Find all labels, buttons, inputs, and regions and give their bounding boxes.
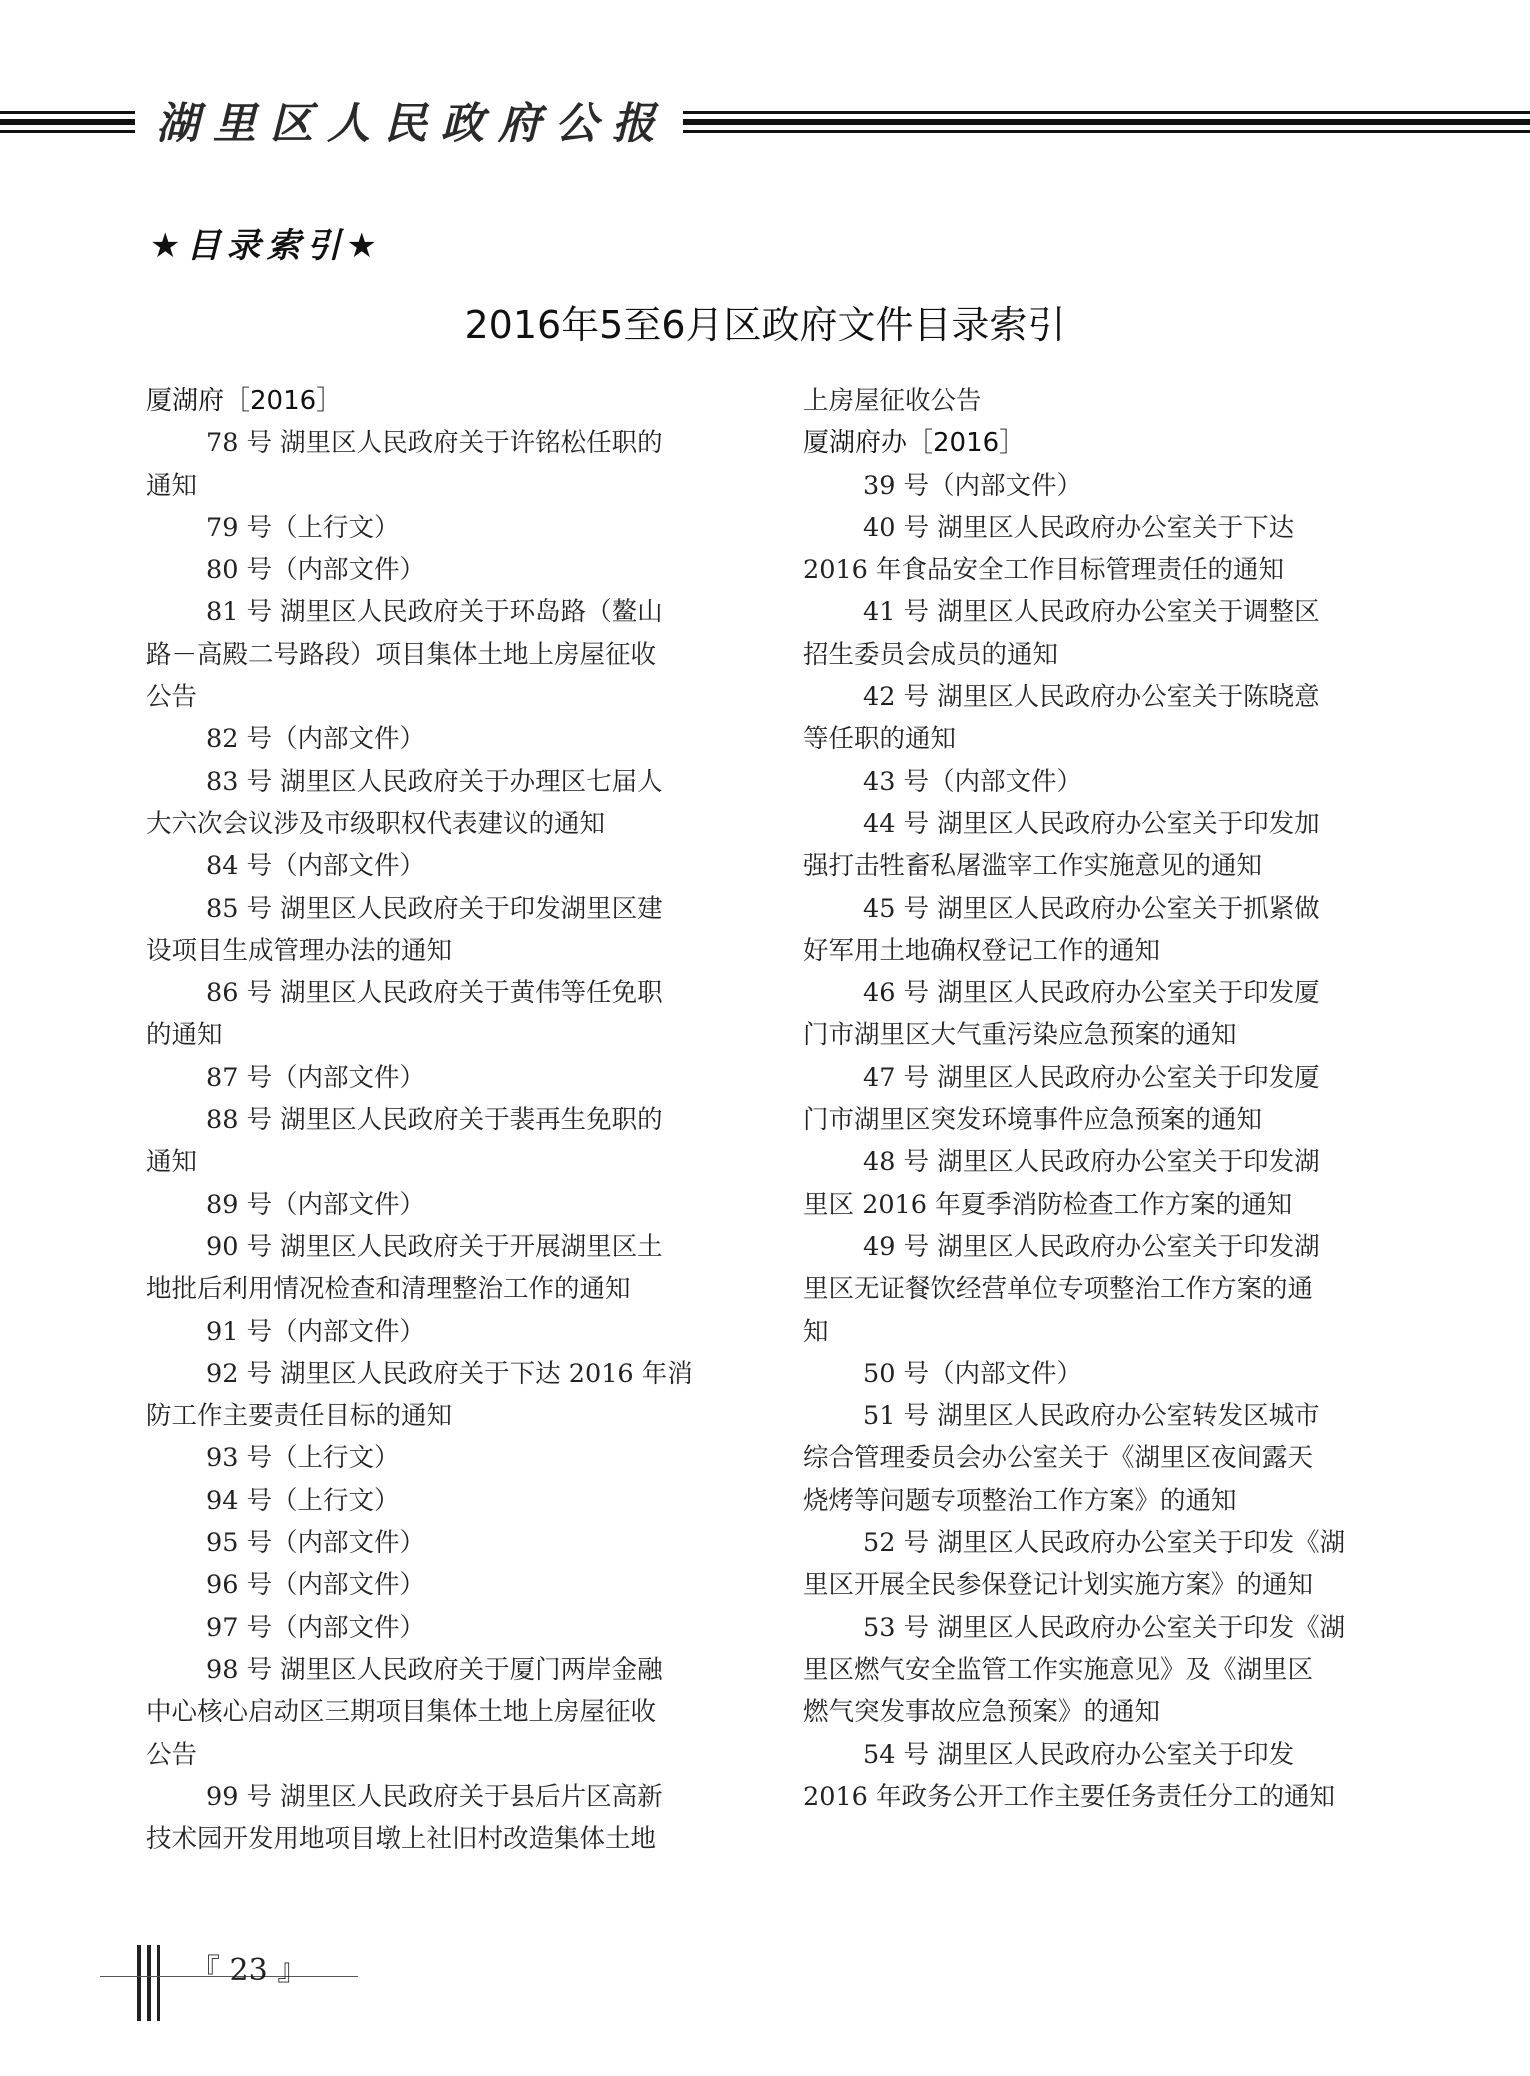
- document-entry: [146, 761, 731, 846]
- document-entry: [146, 422, 731, 507]
- header-rule-left-bottom: [0, 130, 135, 133]
- right-column: [803, 380, 1388, 1818]
- document-entry: [146, 507, 731, 549]
- left-column: [146, 380, 731, 1860]
- document-entry: [146, 972, 731, 1057]
- section-label: ★目录索引★: [150, 226, 383, 266]
- entry-line-first: 47 号 湖里区人民政府办公室关于印发厦: [863, 1062, 1320, 1093]
- document-entry: [146, 1522, 731, 1564]
- document-entry: [146, 1649, 731, 1776]
- entry-line-first: 53 号 湖里区人民政府办公室关于印发《湖: [863, 1612, 1346, 1643]
- document-entry: [146, 1184, 731, 1226]
- entry-line: 大六次会议涉及市级职权代表建议的通知: [146, 808, 606, 839]
- document-entry: [146, 1564, 731, 1606]
- document-entry: [146, 718, 731, 760]
- entry-line: 中心核心启动区三期项目集体土地上房屋征收: [146, 1697, 657, 1728]
- entry-line-first: 95 号（内部文件）: [206, 1528, 426, 1559]
- document-entry: [803, 591, 1388, 676]
- header-rule-right-top: [575, 111, 1530, 114]
- document-entry: [803, 1607, 1388, 1734]
- document-entry: [803, 761, 1388, 803]
- entry-line: 公告: [146, 1739, 198, 1770]
- entry-line: 门市湖里区突发环境事件应急预案的通知: [803, 1105, 1263, 1136]
- header-rule-right-mid: [575, 119, 1530, 125]
- entry-line-first: 92 号 湖里区人民政府关于下达 2016 年消: [206, 1358, 693, 1389]
- page-number: 『 23 』: [190, 1953, 308, 1988]
- entry-line: 2016 年食品安全工作目标管理责任的通知: [803, 555, 1285, 586]
- document-entry: [146, 1226, 731, 1311]
- document-entry: [803, 1522, 1388, 1607]
- entry-line: 路－高殿二号路段）项目集体土地上房屋征收: [146, 639, 657, 670]
- entry-line-first: 93 号（上行文）: [206, 1443, 400, 1474]
- entry-continuation: 上房屋征收公告: [803, 386, 982, 416]
- entry-line: 里区燃气安全监管工作实施意见》及《湖里区: [803, 1654, 1314, 1685]
- entry-line: 公告: [146, 682, 198, 713]
- entry-line-first: 51 号 湖里区人民政府办公室转发区城市: [863, 1401, 1320, 1432]
- entry-line: 地批后利用情况检查和清理整治工作的通知: [146, 1274, 631, 1305]
- document-entry: [146, 1099, 731, 1184]
- footer-bar-2: [147, 1945, 151, 2021]
- entry-line-first: 46 号 湖里区人民政府办公室关于印发厦: [863, 978, 1320, 1009]
- document-entry: [146, 1437, 731, 1479]
- entry-line-first: 42 号 湖里区人民政府办公室关于陈晓意: [863, 682, 1320, 713]
- document-entry: [146, 1353, 731, 1438]
- document-entry: [803, 1395, 1388, 1522]
- entry-line-first: 50 号（内部文件）: [863, 1358, 1083, 1389]
- document-entry: [146, 1607, 731, 1649]
- entry-line-first: 96 号（内部文件）: [206, 1570, 426, 1601]
- entry-line: 设项目生成管理办法的通知: [146, 935, 453, 966]
- entry-line: 2016 年政务公开工作主要任务责任分工的通知: [803, 1781, 1336, 1812]
- entry-line-first: 43 号（内部文件）: [863, 766, 1083, 797]
- entry-line-first: 90 号 湖里区人民政府关于开展湖里区土: [206, 1231, 663, 1262]
- entry-line-first: 86 号 湖里区人民政府关于黄伟等任免职: [206, 978, 663, 1009]
- entry-line-first: 87 号（内部文件）: [206, 1062, 426, 1093]
- document-entry: [146, 1776, 731, 1861]
- entry-line-first: 98 号 湖里区人民政府关于厦门两岸金融: [206, 1654, 663, 1685]
- entry-line: 等任职的通知: [803, 724, 957, 755]
- entry-line-first: 79 号（上行文）: [206, 512, 400, 543]
- header-rule-left-top: [0, 111, 135, 114]
- entry-line-first: 82 号（内部文件）: [206, 724, 426, 755]
- document-entry: [803, 972, 1388, 1057]
- bulletin-title: 湖里区人民政府公报: [150, 98, 683, 150]
- entry-line-first: 48 号 湖里区人民政府办公室关于印发湖: [863, 1147, 1320, 1178]
- entry-line-first: 41 号 湖里区人民政府办公室关于调整区: [863, 597, 1320, 628]
- entry-line: 通知: [146, 470, 198, 501]
- entry-line: 知: [803, 1316, 829, 1347]
- entry-line: 综合管理委员会办公室关于《湖里区夜间露天: [803, 1443, 1314, 1474]
- header-rule-left-mid: [0, 119, 135, 125]
- entry-line-first: 44 号 湖里区人民政府办公室关于印发加: [863, 808, 1320, 839]
- entry-line: 门市湖里区大气重污染应急预案的通知: [803, 1020, 1237, 1051]
- entry-line-first: 40 号 湖里区人民政府办公室关于下达: [863, 512, 1295, 543]
- document-entry: [146, 888, 731, 973]
- document-entry: [803, 676, 1388, 761]
- document-group-heading: 厦湖府办［2016］: [803, 428, 1026, 459]
- header-rule-right-bottom: [575, 130, 1530, 133]
- entry-line-first: 94 号（上行文）: [206, 1485, 400, 1516]
- entry-line-first: 49 号 湖里区人民政府办公室关于印发湖: [863, 1231, 1320, 1262]
- document-entry: [803, 465, 1388, 507]
- entry-line-first: 85 号 湖里区人民政府关于印发湖里区建: [206, 893, 663, 924]
- entry-line: 里区 2016 年夏季消防检查工作方案的通知: [803, 1189, 1293, 1220]
- document-entry: [146, 1311, 731, 1353]
- document-entry: [803, 1141, 1388, 1226]
- entry-line: 防工作主要责任目标的通知: [146, 1401, 453, 1432]
- document-entry: [803, 1734, 1388, 1819]
- entry-line-first: 81 号 湖里区人民政府关于环岛路（鳌山: [206, 597, 663, 628]
- document-entry: [803, 1226, 1388, 1353]
- entry-line-first: 88 号 湖里区人民政府关于裴再生免职的: [206, 1105, 663, 1136]
- entry-line: 里区开展全民参保登记计划实施方案》的通知: [803, 1570, 1314, 1601]
- document-entry: [146, 1480, 731, 1522]
- document-entry: [146, 591, 731, 718]
- document-entry: [803, 1353, 1388, 1395]
- entry-line: 强打击牲畜私屠滥宰工作实施意见的通知: [803, 851, 1263, 882]
- entry-line: 里区无证餐饮经营单位专项整治工作方案的通: [803, 1274, 1314, 1305]
- document-group-heading: 厦湖府［2016］: [146, 386, 343, 416]
- entry-line: 招生委员会成员的通知: [803, 639, 1059, 670]
- entry-line-first: 52 号 湖里区人民政府办公室关于印发《湖: [863, 1528, 1346, 1559]
- document-title: 2016年5至6月区政府文件目录索引: [464, 303, 1066, 347]
- entry-line: 燃气突发事故应急预案》的通知: [803, 1697, 1161, 1728]
- entry-line-first: 54 号 湖里区人民政府办公室关于印发: [863, 1739, 1295, 1770]
- entry-line-first: 45 号 湖里区人民政府办公室关于抓紧做: [863, 893, 1320, 924]
- entry-line: 好军用土地确权登记工作的通知: [803, 935, 1161, 966]
- document-entry: [803, 507, 1388, 592]
- entry-line-first: 78 号 湖里区人民政府关于许铭松任职的: [206, 428, 663, 459]
- entry-line: 技术园开发用地项目墩上社旧村改造集体土地: [146, 1824, 657, 1855]
- document-entry: [146, 845, 731, 887]
- document-entry: [146, 549, 731, 591]
- document-entry: [146, 1057, 731, 1099]
- footer-bar-3: [157, 1945, 160, 2021]
- document-entry: [803, 888, 1388, 973]
- entry-line: 烧烤等问题专项整治工作方案》的通知: [803, 1485, 1237, 1516]
- entry-line-first: 39 号（内部文件）: [863, 470, 1083, 501]
- document-entry: [803, 803, 1388, 888]
- document-entry: [803, 1057, 1388, 1142]
- entry-line: 通知: [146, 1147, 198, 1178]
- entry-line-first: 97 号（内部文件）: [206, 1612, 426, 1643]
- entry-line-first: 99 号 湖里区人民政府关于县后片区高新: [206, 1781, 663, 1812]
- entry-line-first: 84 号（内部文件）: [206, 851, 426, 882]
- entry-line-first: 91 号（内部文件）: [206, 1316, 426, 1347]
- entry-line-first: 83 号 湖里区人民政府关于办理区七届人: [206, 766, 663, 797]
- entry-line: 的通知: [146, 1020, 223, 1051]
- footer-bar-1: [137, 1945, 141, 2021]
- entry-line-first: 80 号（内部文件）: [206, 555, 426, 586]
- entry-line-first: 89 号（内部文件）: [206, 1189, 426, 1220]
